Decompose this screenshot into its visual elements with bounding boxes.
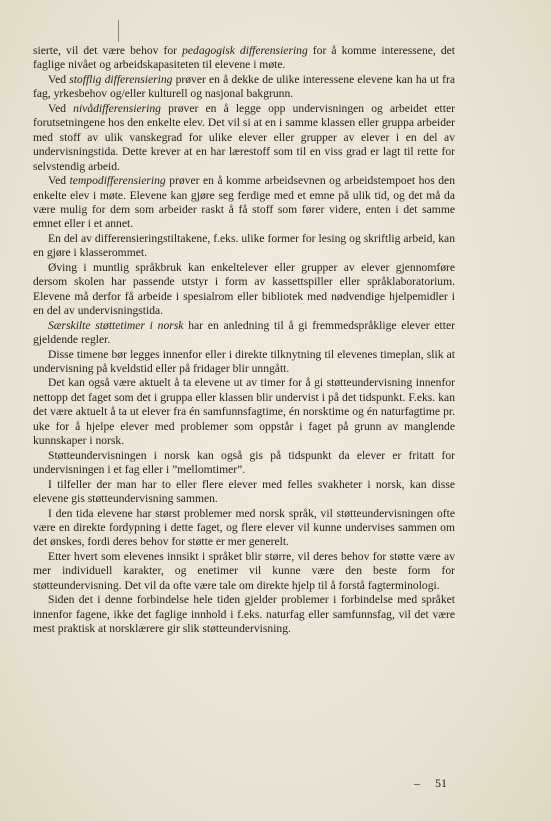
emphasized-term: pedagogisk differensiering xyxy=(182,44,308,57)
paragraph-text: prøver en å dekke de ulike interessene elevene kan ha ut fra fag, yrkesbehov og/eller kulturell og nasjonal bakgrunn. xyxy=(33,72,456,101)
paragraph-text: Ved xyxy=(48,174,70,188)
page-number: 51 xyxy=(435,776,447,790)
paragraph xyxy=(33,232,455,261)
paragraph xyxy=(33,44,455,73)
paragraph xyxy=(33,478,455,507)
paragraph xyxy=(33,348,455,377)
paragraph-text: Disse timene bør legges innenfor eller i direkte tilknytning til elevenes timeplan, slik at undervisning på kveldstid eller på fridager blir unngått. xyxy=(33,347,455,375)
paragraph-text: Etter hvert som elevenes innsikt i språket blir større, vil deres behov for støtte være av mer individuell karakter, og enetimer vil kunne være den beste form for støtteundervisning. Det vil da ofte være tale om direkte hjelp til å forstå fagterminologi. xyxy=(33,549,455,592)
paragraph-text: Øving i muntlig språkbruk kan enkeltelever eller grupper av elever gjennomføre dersom skolen har passende utstyr i form av kassettspiller eller språklaboratorium. Elevene må derfor få arbeide i spesialrom eller bibliotek med nødvendige hjelpemidler i en del av undervisningstida. xyxy=(33,260,455,318)
emphasized-term: tempodifferensiering xyxy=(69,174,166,188)
paragraph xyxy=(33,174,455,232)
page-number-dash: – xyxy=(414,776,420,790)
paragraph xyxy=(33,261,455,319)
paragraph-text: sierte, vil det være behov for xyxy=(33,44,183,57)
paragraph xyxy=(33,102,455,174)
paragraph-text: for å komme interessene, det faglige nivået og arbeidskapasiteten til elevene i møte. xyxy=(33,44,455,72)
paragraph xyxy=(33,319,455,348)
emphasized-term: Særskilte støttetimer i norsk xyxy=(48,318,184,332)
paragraph xyxy=(33,550,455,593)
paragraph-text: I tilfeller der man har to eller flere elever med felles svakheter i norsk, kan disse elevene gis støtteundervisning sammen. xyxy=(33,477,455,506)
paragraph-text: prøver en å komme arbeidsevnen og arbeidstempoet hos den enkelte elev i møte. Elevene kan gjøre seg ferdige med et emne på ulik tid, og det må da være mulig for dem som arbeider raskt å få stoff som fører videre, enten i det samme emnet eller i et annet. xyxy=(33,174,455,231)
paragraph-text: I den tida elevene har størst problemer med norsk språk, vil støtteundervisningen ofte være en direkte fordypning i dette faget, og flere elever vil kunne undervises sammen om det ønskes, fordi deres behov for støtte er mer generelt. xyxy=(33,506,455,549)
paragraph-text: Støtteundervisningen i norsk kan også gis på tidspunkt da elever er fritatt for undervisningen i et fag eller i ”mellomtimer”. xyxy=(33,448,455,477)
paragraph xyxy=(33,449,455,478)
paragraph xyxy=(33,73,455,102)
body-text xyxy=(33,44,455,637)
emphasized-term: stofflig differensiering xyxy=(69,72,173,86)
emphasized-term: nivådifferensiering xyxy=(73,101,161,115)
paragraph-text: Ved xyxy=(48,101,74,115)
paragraph-text: har en anledning til å gi fremmedspråklige elever etter gjeldende regler. xyxy=(33,318,456,347)
page-fold-mark xyxy=(118,20,119,42)
paragraph-text: prøver en å legge opp undervisningen og arbeidet etter forutsetningene hos den enkelte elev. Det vil si at en i samme klassen eller gruppa arbeider med stoff av ulik vanskegrad for ulike elever eller grupper av elever i en del av undervisningstida. Dette krever at en har lærestoff som til en viss grad er lagt til rette for selvstendig arbeid. xyxy=(33,101,455,173)
paragraph-text: Det kan også være aktuelt å ta elevene ut av timer for å gi støtteundervisning innenfor nettopp det faget som det i gruppa eller klassen blir undervist i på det tidspunkt. F.eks. kan det være aktuelt å ta ut elever fra én samfunnsfagtime, én norsktime og én naturfagtime pr. uke for å hjelpe elever med problemer som oppstår i faget på grunn av manglende kunnskaper i norsk. xyxy=(33,376,455,448)
paragraph-text: Ved xyxy=(48,72,70,86)
paragraph-text: Siden det i denne forbindelse hele tiden gjelder problemer i forbindelse med språket innenfor fagene, ikke det faglige innhold i f.eks. naturfag eller samfunnsfag, vil det være mest praktisk at norsklærere gir slik støtteundervisning. xyxy=(33,593,455,636)
paragraph xyxy=(33,593,455,636)
paragraph xyxy=(33,507,455,550)
paragraph xyxy=(33,376,455,448)
paragraph-text: En del av differensieringstiltakene, f.eks. ulike former for lesing og skriftlig arbeid, kan en gjøre i klasserommet. xyxy=(33,231,455,260)
